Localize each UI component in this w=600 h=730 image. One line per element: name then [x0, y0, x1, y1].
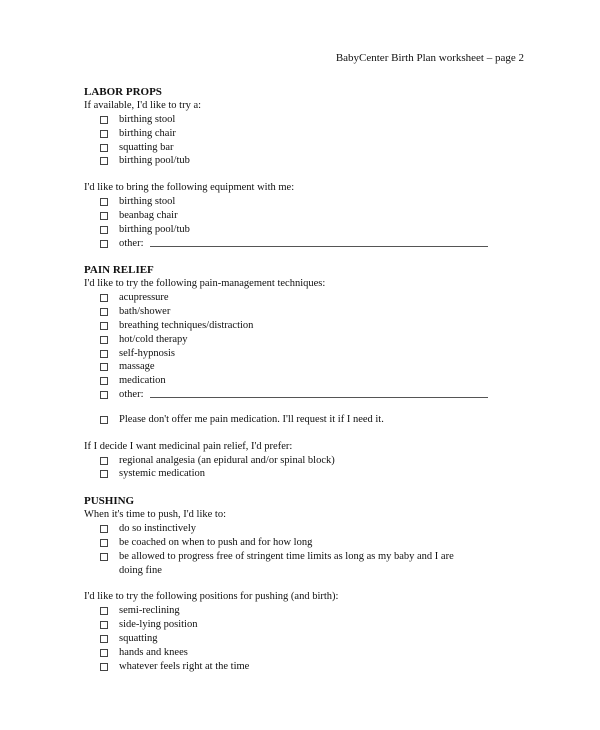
list-item[interactable] [84, 223, 524, 237]
checkbox[interactable] [100, 308, 108, 316]
list-item[interactable] [84, 347, 524, 361]
list-item[interactable] [84, 536, 524, 550]
list-item[interactable] [84, 319, 524, 333]
checkbox[interactable] [100, 621, 108, 629]
pushing-title: PUSHING [84, 495, 135, 508]
pain-relief-medicinal-prompt: If I decide I want medicinal pain relief, I'd prefer: [84, 440, 293, 452]
pushing-section [84, 494, 524, 673]
checkbox[interactable] [100, 457, 108, 465]
checkbox[interactable] [100, 377, 108, 385]
list-item-other[interactable] [84, 388, 524, 402]
checkbox[interactable] [100, 240, 108, 248]
option-label: be coached on when to push and for how long [119, 536, 313, 548]
list-item[interactable] [84, 195, 524, 209]
list-item[interactable] [84, 413, 524, 427]
no-medication-list [84, 413, 524, 427]
list-item[interactable] [84, 127, 524, 141]
option-label: be allowed to progress free of stringent time limits as long as my baby and I are doing fine [119, 550, 454, 576]
option-label: birthing chair [119, 127, 176, 139]
checkbox[interactable] [100, 336, 108, 344]
option-label: hands and knees [119, 646, 188, 658]
worksheet-content [84, 85, 524, 673]
list-item[interactable] [84, 550, 524, 578]
pain-relief-medicinal-list [84, 454, 524, 482]
option-label: breathing techniques/distraction [119, 319, 254, 331]
list-item[interactable] [84, 467, 524, 481]
labor-props-title: LABOR PROPS [84, 86, 162, 98]
option-label: squatting [119, 632, 158, 644]
pushing-when-list [84, 522, 524, 577]
option-label: birthing pool/tub [119, 223, 190, 235]
option-label: bath/shower [119, 306, 171, 318]
checkbox[interactable] [100, 144, 108, 152]
list-item[interactable] [84, 454, 524, 468]
list-item[interactable] [84, 141, 524, 155]
checkbox[interactable] [100, 294, 108, 302]
checkbox[interactable] [100, 198, 108, 206]
checkbox[interactable] [100, 212, 108, 220]
pushing-positions-prompt: I'd like to try the following positions for pushing (and birth): [84, 591, 339, 603]
list-item[interactable] [84, 660, 524, 674]
checkbox[interactable] [100, 350, 108, 358]
labor-props-section [84, 85, 524, 250]
checkbox[interactable] [100, 226, 108, 234]
list-item-other[interactable] [84, 237, 524, 251]
checkbox[interactable] [100, 157, 108, 165]
labor-props-try-list [84, 113, 524, 168]
labor-props-try-prompt: If available, I'd like to try a: [84, 100, 202, 111]
list-item[interactable] [84, 209, 524, 223]
list-item[interactable] [84, 632, 524, 646]
option-label: self-hypnosis [119, 347, 175, 359]
checkbox[interactable] [100, 539, 108, 547]
pain-relief-techniques-prompt: I'd like to try the following pain-management techniques: [84, 278, 326, 290]
option-label: birthing stool [119, 114, 176, 125]
list-item[interactable] [84, 646, 524, 660]
list-item[interactable] [84, 618, 524, 632]
other-label: other: [119, 237, 144, 249]
option-label: medication [119, 375, 166, 387]
option-label: acupressure [119, 292, 169, 304]
labor-props-bring-prompt: I'd like to bring the following equipment with me: [84, 182, 295, 194]
option-label: side-lying position [119, 619, 198, 631]
checkbox[interactable] [100, 470, 108, 478]
checkbox[interactable] [100, 391, 108, 399]
checkbox[interactable] [100, 322, 108, 330]
option-label: Please don't offer me pain medication. I'll request it if I need it. [119, 413, 384, 425]
list-item[interactable] [84, 604, 524, 618]
pushing-positions-list [84, 604, 524, 673]
pain-relief-section [84, 263, 524, 481]
other-fill-in-line[interactable] [150, 246, 488, 247]
checkbox[interactable] [100, 553, 108, 561]
pain-relief-title: PAIN RELIEF [84, 264, 154, 277]
labor-props-bring-list [84, 195, 524, 250]
option-label: whatever feels right at the time [119, 660, 250, 672]
pain-relief-techniques-list [84, 291, 524, 401]
pushing-when-prompt: When it's time to push, I'd like to: [84, 509, 227, 521]
checkbox[interactable] [100, 130, 108, 138]
checkbox[interactable] [100, 663, 108, 671]
option-label: systemic medication [119, 468, 206, 480]
option-label: squatting bar [119, 141, 174, 153]
option-label: hot/cold therapy [119, 333, 188, 345]
option-label: birthing stool [119, 196, 176, 208]
list-item[interactable] [84, 333, 524, 347]
option-label: beanbag chair [119, 209, 178, 221]
option-label: massage [119, 361, 155, 373]
checkbox[interactable] [100, 363, 108, 371]
checkbox[interactable] [100, 116, 108, 124]
other-label: other: [119, 388, 144, 400]
checkbox[interactable] [100, 525, 108, 533]
option-label: do so instinctively [119, 523, 196, 535]
list-item[interactable] [84, 154, 524, 168]
list-item[interactable] [84, 113, 524, 127]
checkbox[interactable] [100, 416, 108, 424]
list-item[interactable] [84, 374, 524, 388]
option-label: birthing pool/tub [119, 155, 190, 167]
checkbox[interactable] [100, 649, 108, 657]
list-item[interactable] [84, 522, 524, 536]
list-item[interactable] [84, 291, 524, 305]
option-label: regional analgesia (an epidural and/or spinal block) [119, 454, 335, 466]
list-item[interactable] [84, 305, 524, 319]
list-item[interactable] [84, 360, 524, 374]
other-fill-in-line[interactable] [150, 397, 488, 398]
page-header: BabyCenter Birth Plan worksheet – page 2 [335, 52, 524, 64]
checkbox[interactable] [100, 607, 108, 615]
option-label: semi-reclining [119, 605, 180, 617]
checkbox[interactable] [100, 635, 108, 643]
